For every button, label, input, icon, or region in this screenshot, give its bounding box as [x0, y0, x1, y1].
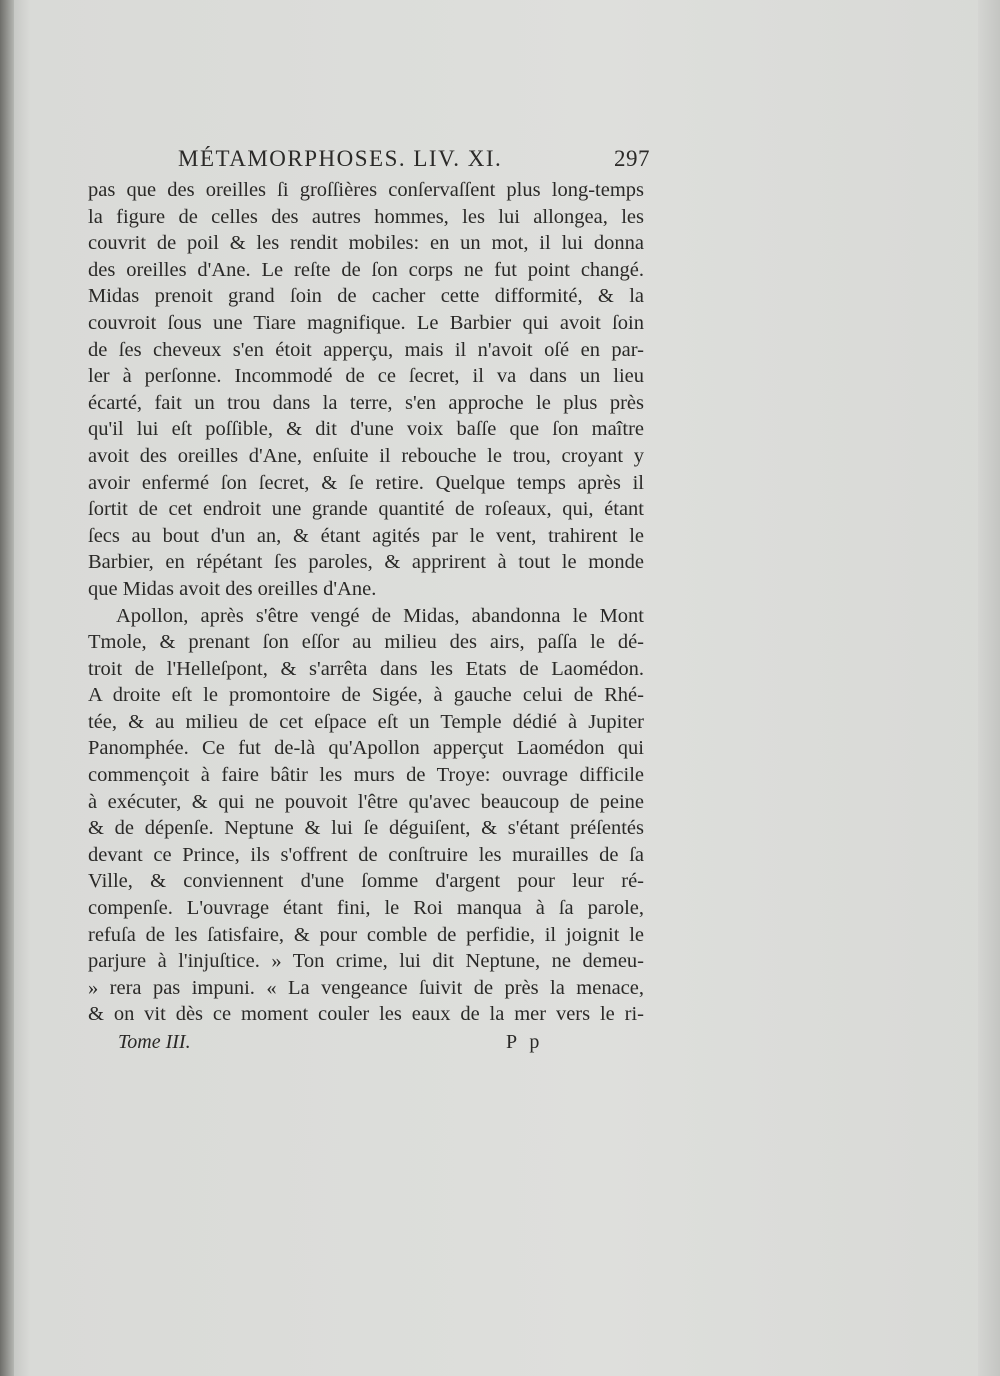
text-line: ſortit de cet endroit une grande quantité de roſeaux, qui, étant	[88, 498, 644, 521]
text-line: & de dépenſe. Neptune & lui ſe déguiſent, & s'étant préſentés	[88, 817, 644, 840]
page-edge	[978, 0, 1000, 1376]
text-line: » rera pas impuni. « La vengeance ſuivit de près la menace,	[88, 976, 644, 999]
text-line: Midas prenoit grand ſoin de cacher cette difformité, & la	[88, 285, 644, 308]
text-line: pas que des oreilles ſi groſſières conſervaſſent plus long-temps	[88, 179, 644, 201]
body-text	[88, 177, 644, 1028]
text-line: compenſe. L'ouvrage étant fini, le Roi manqua à ſa parole,	[88, 897, 644, 920]
page-number: 297	[614, 146, 650, 171]
text-line: troit de l'Helleſpont, & s'arrêta dans les Etats de Laomédon.	[88, 657, 644, 680]
text-line: couvroit ſous une Tiare magnifique. Le Barbier qui avoit ſoin	[88, 311, 644, 334]
text-line: Barbier, en répétant ſes paroles, & apprirent à tout le monde	[88, 551, 644, 574]
text-line: avoir enfermé ſon ſecret, & ſe retire. Quelque temps après il	[88, 471, 644, 494]
text-line: Apollon, après s'être vengé de Midas, abandonna le Mont	[116, 604, 644, 627]
text-line: de ſes cheveux s'en étoit apperçu, mais il n'avoit oſé en par-	[88, 338, 644, 361]
page-footer	[118, 1031, 558, 1061]
text-line: parjure à l'injuſtice. » Ton crime, lui dit Neptune, ne demeu-	[88, 950, 644, 973]
text-line: Ville, & conviennent d'une ſomme d'argent pour leur ré-	[88, 870, 644, 893]
paragraph	[88, 177, 644, 603]
volume-label: Tome III.	[118, 1031, 191, 1053]
text-line: A droite eſt le promontoire de Sigée, à gauche celui de Rhé-	[88, 684, 644, 707]
text-line: devant ce Prince, ils s'offrent de conſtruire les murailles de ſa	[88, 843, 644, 866]
text-line: la figure de celles des autres hommes, les lui allongea, les	[88, 205, 644, 228]
signature-mark: P p	[506, 1031, 544, 1053]
gutter-shadow	[0, 0, 14, 1376]
text-line: écarté, fait un trou dans la terre, s'en approche le plus près	[88, 391, 644, 414]
text-line: des oreilles d'Ane. Le reſte de ſon corps ne fut point changé.	[88, 258, 644, 281]
text-line: Panomphée. Ce fut de-là qu'Apollon apperçut Laomédon qui	[88, 737, 644, 760]
text-line: ſecs au bout d'un an, & étant agités par le vent, trahirent le	[88, 524, 644, 547]
paragraph	[88, 603, 644, 1029]
text-line: avoit des oreilles d'Ane, enſuite il rebouche le trou, croyant y	[88, 444, 644, 467]
text-line: & on vit dès ce moment couler les eaux de la mer vers le ri-	[88, 1003, 644, 1026]
text-line: commençoit à faire bâtir les murs de Troye: ouvrage difficile	[88, 764, 644, 787]
running-head	[170, 146, 650, 180]
text-line: couvrit de poil & les rendit mobiles: en un mot, il lui donna	[88, 232, 644, 255]
text-line: que Midas avoit des oreilles d'Ane.	[88, 577, 377, 600]
text-line: qu'il lui eſt poſſible, & dit d'une voix baſſe que ſon maître	[88, 418, 644, 441]
text-line: à exécuter, & qui ne pouvoit l'être qu'avec beaucoup de peine	[88, 790, 644, 813]
text-line: refuſa de les ſatisfaire, & pour comble de perfidie, il joignit le	[88, 923, 644, 946]
text-line: tée, & au milieu de cet eſpace eſt un Temple dédié à Jupiter	[88, 710, 644, 733]
text-line: Tmole, & prenant ſon eſſor au milieu des airs, paſſa le dé-	[88, 631, 644, 654]
running-title: MÉTAMORPHOSES. LIV. XI.	[178, 146, 503, 171]
text-line: ler à perſonne. Incommodé de ce ſecret, il va dans un lieu	[88, 365, 644, 388]
